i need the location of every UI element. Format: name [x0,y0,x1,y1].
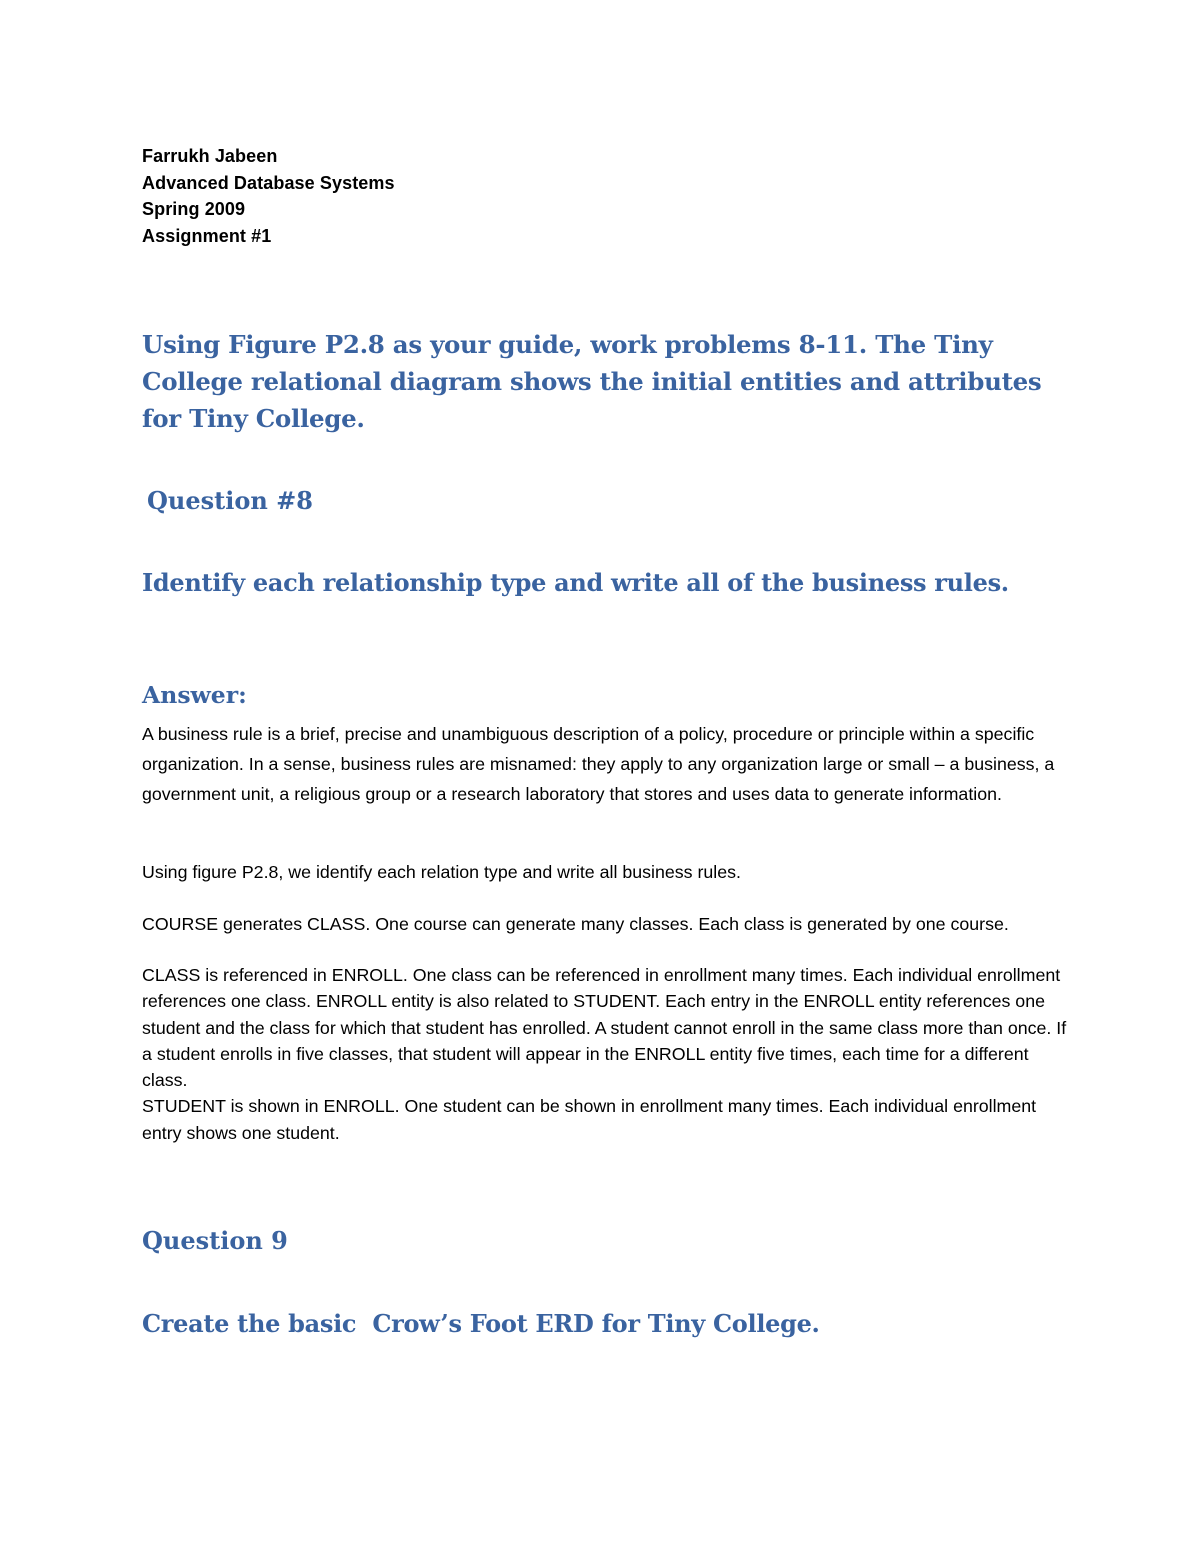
answer-paragraph-student-enroll: STUDENT is shown in ENROLL. One student can be shown in enrollment many times. Each individual enrollment entry shows one student. [142,1096,1037,1143]
document-header [142,143,395,249]
question-9-prompt: Create the basic Crow’s Foot ERD for Tiny College. [142,1309,820,1338]
term: Spring 2009 [142,199,246,219]
answer-paragraph-class-enroll: CLASS is referenced in ENROLL. One class can be referenced in enrollment many times. Each individual enrollment references one class. ENROLL entity is also related to STUDENT. Each entry in the ENROLL entity references one student and the class for which that student has enrolled. A student cannot enroll in the same class more than once. If a student enrolls in five classes, that student will appear in the ENROLL entity five times, each time for a different class. [142,965,1067,1091]
answer-label: Answer: [142,681,247,709]
intro-heading: Using Figure P2.8 as your guide, work problems 8-11. The Tiny College relational diagram shows the initial entities and attributes for Tiny College. [142,330,1042,433]
answer-paragraph-intro: Using figure P2.8, we identify each relation type and write all business rules. [142,862,741,882]
answer-paragraph-definition: A business rule is a brief, precise and unambiguous description of a policy, procedure or principle within a specific organization. In a sense, business rules are misnamed: they apply to any organization large or small – a business, a government unit, a religious group or a research laboratory that stores and uses data to generate information. [142,724,1055,804]
answer-paragraph-course-class: COURSE generates CLASS. One course can generate many classes. Each class is generated by one course. [142,914,1009,934]
answer-paragraph-enroll-group [142,962,1067,1146]
assignment-number: Assignment #1 [142,225,272,246]
question-8-prompt: Identify each relationship type and write all of the business rules. [142,568,1009,597]
question-8-title: Question #8 [147,486,313,515]
course-name: Advanced Database Systems [142,172,395,193]
question-9-title: Question 9 [142,1226,288,1255]
author-name: Farrukh Jabeen [142,146,278,166]
